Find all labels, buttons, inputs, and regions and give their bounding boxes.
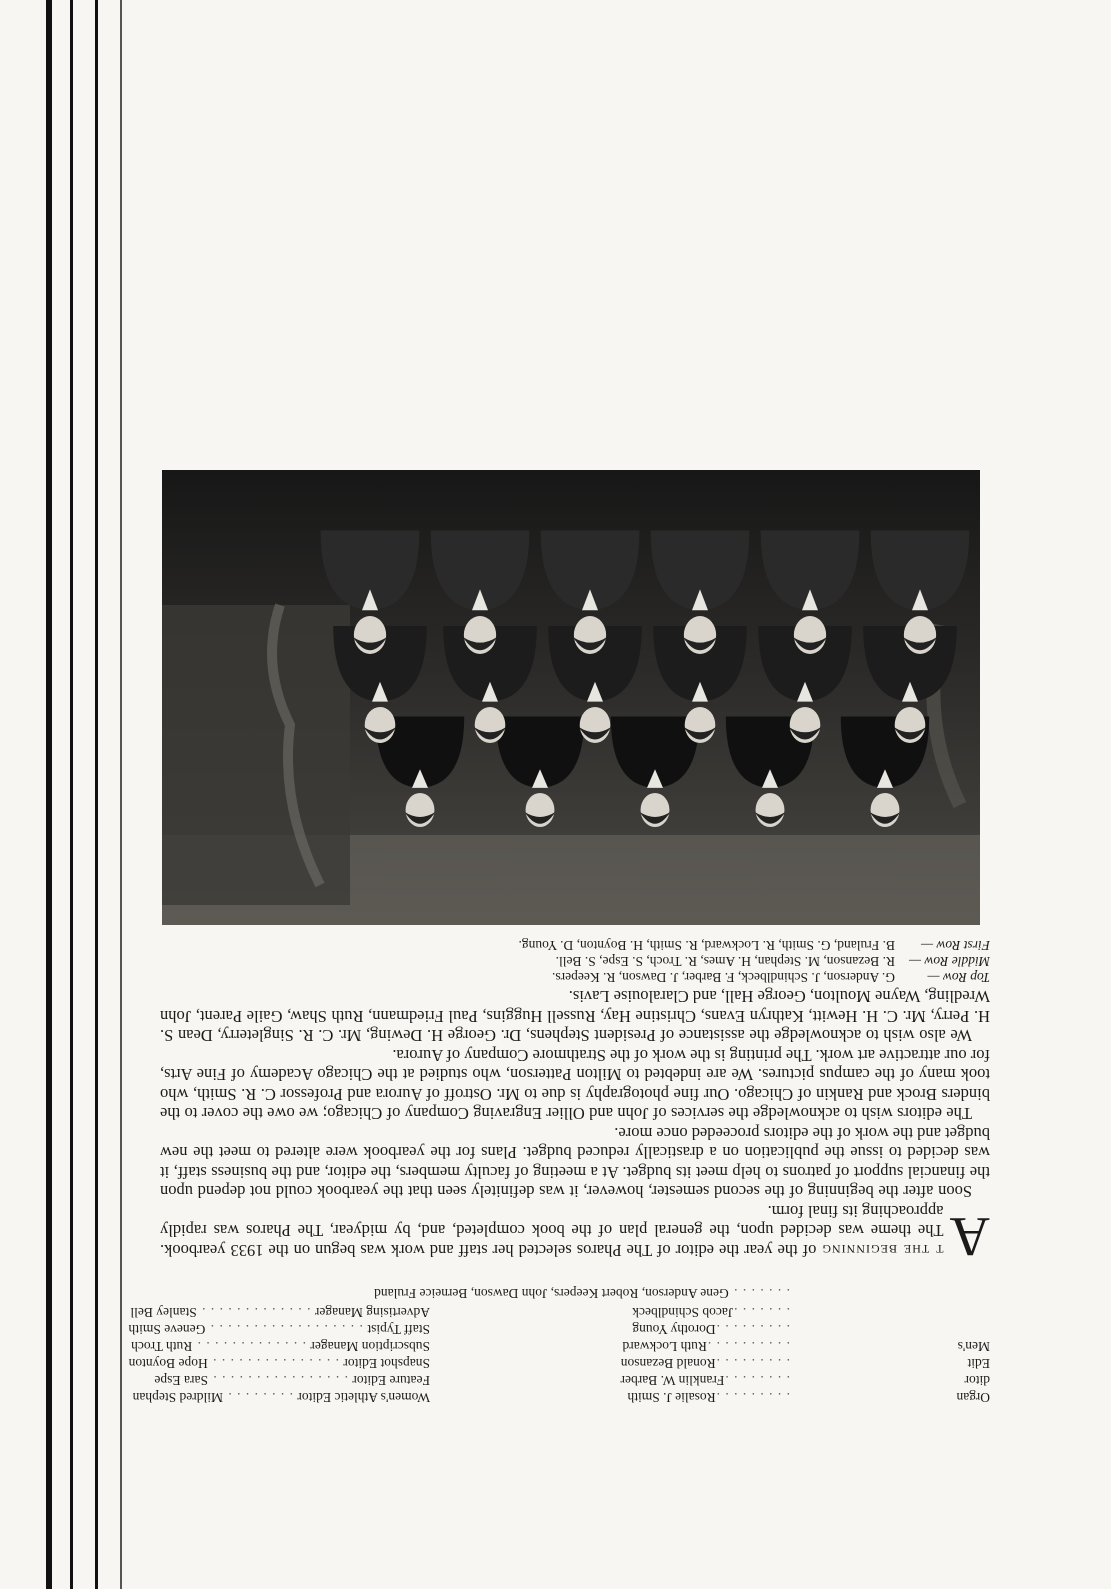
photo-caption xyxy=(160,937,990,985)
caption-row-label: First Row — xyxy=(920,938,990,953)
staff-names-list: Gene Anderson, Robert Keepers, John Dawson, Berneice Fruland xyxy=(374,1286,729,1301)
staff-column-left xyxy=(870,1338,990,1406)
caption-row xyxy=(160,953,990,969)
binding-line xyxy=(46,0,52,1589)
staff-name: Franklin W. Barber xyxy=(620,1373,725,1388)
group-photo-illustration xyxy=(162,470,980,925)
rotated-page-content xyxy=(128,230,990,1410)
caption-row xyxy=(160,937,990,953)
staff-name: Rosalie J. Smith xyxy=(627,1390,716,1405)
staff-entry: . . . . . . .Jacob Schindlbeck xyxy=(632,1305,790,1320)
staff-title: Men's xyxy=(957,1339,990,1354)
caption-row-names: B. Fruland, G. Smith, R. Lockward, R. Smith, H. Boynton, D. Young. xyxy=(518,938,895,953)
staff-entry: . . . . . . . Gene Anderson, Robert Keepers, John Dawson, Berneice Fruland xyxy=(374,1286,790,1301)
staff-entry: . . . . . . . . .Dorothy Young xyxy=(632,1322,790,1337)
staff-role: Women's Athletic Editor xyxy=(297,1390,430,1405)
paragraph: The editors wish to acknowledge the services of John and Ollier Engraving Company of Chicago; we owe the cover to the binders Brock and Rankin of Chicago. Our fine photography is due to Mr. Ostroff of Aurora and Professor C. R. Smith, who took many of the campus pictures. We are indebted to Milton Patterson, who studied at the Chicago Academy of Fine Arts, for our attractive art work. The printing is the work of the Strathmore Company of Aurora. xyxy=(160,1046,990,1124)
staff-name: Jacob Schindlbeck xyxy=(632,1305,734,1320)
caption-row-names: R. Bezanson, M. Stephan, H. Ames, R. Troch, S. Espe, S. Bell. xyxy=(555,954,895,969)
staff-name: Stanley Bell xyxy=(130,1305,197,1320)
staff-name: Geneve Smith xyxy=(128,1322,206,1337)
binding-line xyxy=(95,0,98,1589)
staff-name: Ruth Lockward xyxy=(622,1339,707,1354)
staff-entry: . . . . . . . . .Rosalie J. Smith xyxy=(627,1390,790,1405)
staff-entry: Feature Editor . . . . . . . . . . . . . . . . Sara Espe xyxy=(154,1373,430,1388)
staff-entry: Snapshot Editor . . . . . . . . . . . . . . . Hope Boynton xyxy=(128,1356,430,1371)
paragraph: Soon after the beginning of the second semester, however, it was definitely seen that the yearbook could not depend upon the financial support of patrons to help meet its budget. At a meeting of faculty members, the editor, and the business staff, it was decided to issue the publication on a drastically reduced budget. Plans for the yearbook were altered to meet the new budget and the work of the editors proceeded once more. xyxy=(160,1124,990,1202)
staff-role: Advertising Manager xyxy=(314,1305,430,1320)
staff-role: Subscription Manager xyxy=(310,1339,430,1354)
paragraph: We also wish to acknowledge the assistance of President Stephens, Dr. George H. Dewing, Mr. C. R. Singleterry, Dean S. H. Perry, Mr. C. H. Hewitt, Kathryn Evans, Christine Hay, Russell Huggins, Paul Friedmann, Ruth Shaw, Gaile Parent, John Wredling, Wayne Moulton, George Hall, and Claralouise Lavis. xyxy=(160,987,990,1046)
staff-name: Sara Espe xyxy=(154,1373,209,1388)
staff-role: Staff Typist xyxy=(367,1322,430,1337)
binding-line xyxy=(70,0,73,1589)
staff-name: Mildred Stephan xyxy=(132,1390,224,1405)
staff-name: Hope Boynton xyxy=(128,1356,208,1371)
staff-entry: Advertising Manager . . . . . . . . . . . . . Stanley Bell xyxy=(130,1305,430,1320)
caption-row-label: Middle Row — xyxy=(909,954,990,969)
staff-name: Dorothy Young xyxy=(632,1322,716,1337)
staff-title: Edit xyxy=(967,1356,990,1371)
caption-row xyxy=(160,969,990,985)
staff-name: Ronald Bezanson xyxy=(620,1356,716,1371)
paragraph xyxy=(160,1202,990,1267)
staff-title: ditor xyxy=(964,1373,990,1388)
staff-roster xyxy=(128,1260,990,1410)
acknowledgment-text xyxy=(160,987,990,1267)
staff-entry: Women's Athletic Editor . . . . . . . . Mildred Stephan xyxy=(132,1390,430,1405)
staff-entry: . . . . . . . . . .Ruth Lockward xyxy=(622,1339,790,1354)
staff-entry: Staff Typist . . . . . . . . . . . . . . . . . . Geneve Smith xyxy=(128,1322,430,1337)
staff-role: Feature Editor xyxy=(352,1373,430,1388)
staff-column-right xyxy=(128,1304,430,1406)
caption-row-names: G. Anderson, J. Schindlbeck, F. Barber, J. Dawson, R. Keepers. xyxy=(552,970,895,985)
staff-entry: Subscription Manager . . . . . . . . . . . . . Ruth Troch xyxy=(131,1339,430,1354)
staff-title: Organ xyxy=(956,1390,990,1405)
staff-name: Ruth Troch xyxy=(131,1339,193,1354)
lead-smallcaps: t the beginning xyxy=(821,1241,944,1260)
drop-cap: A xyxy=(949,1205,990,1267)
staff-group-photo xyxy=(162,470,980,925)
binding-line xyxy=(120,0,122,1589)
staff-role: Snapshot Editor xyxy=(343,1356,430,1371)
paragraph-text: of the year the editor of The Pharos selected her staff and work was begun on the 1933 yearbook. The theme was decided upon, the general plan of the book completed, and, by midyear, The Pharos was rapidly approaching its final form. xyxy=(160,1202,944,1260)
staff-column-middle xyxy=(540,1304,790,1406)
staff-entry: . . . . . . . . .Ronald Bezanson xyxy=(620,1356,790,1371)
staff-entry: . . . . . . . .Franklin W. Barber xyxy=(620,1373,790,1388)
caption-row-label: Top Row — xyxy=(927,970,990,985)
